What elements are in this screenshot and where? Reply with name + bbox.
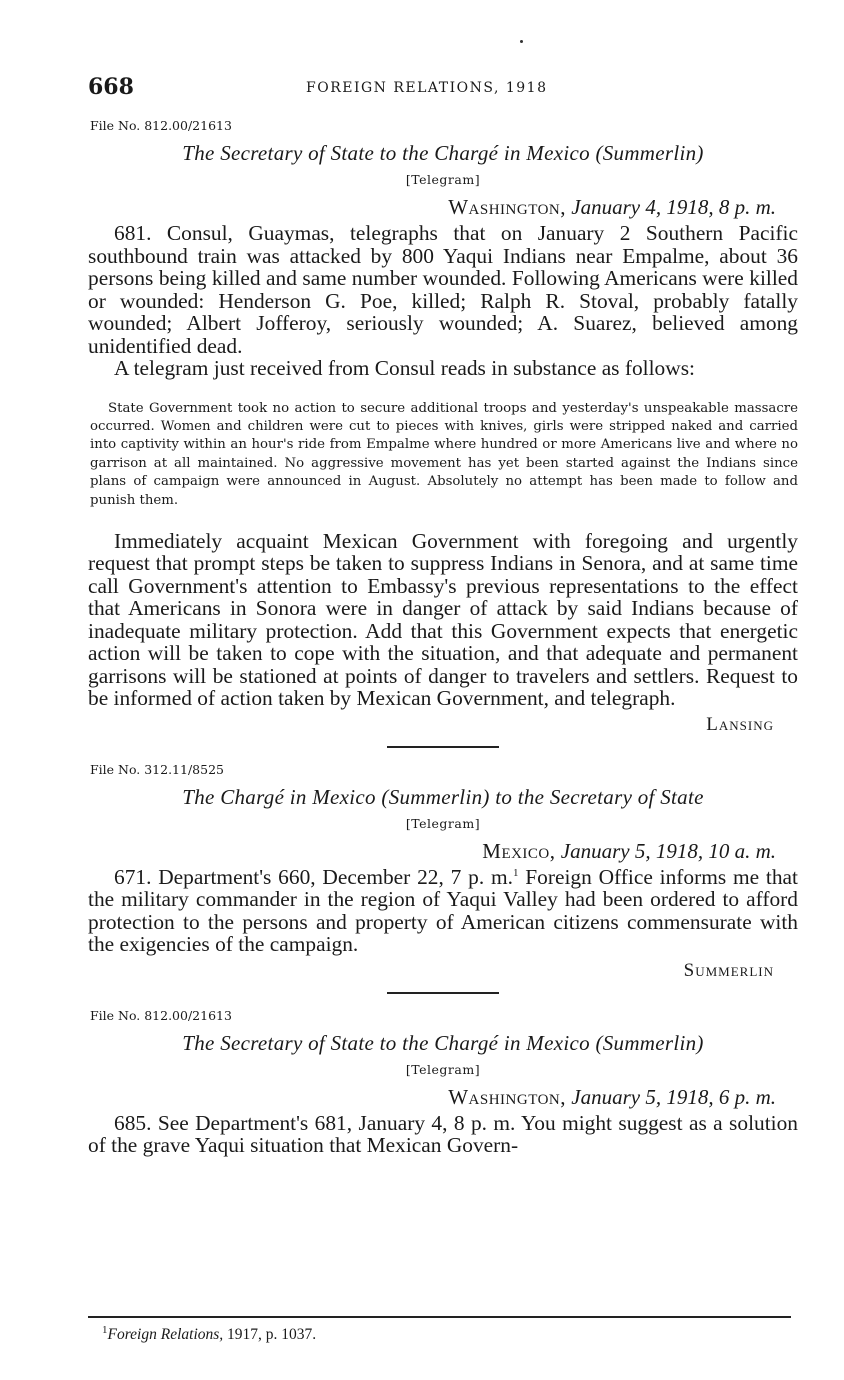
footnote-text: 1917, p. 1037. [223,1326,317,1343]
print-speck [520,40,523,43]
body-paragraph: 681. Consul, Guaymas, telegraphs that on January 2 Southern Pacific southbound train was attacked by 800 Yaqui Indians near Empalme, about 36 persons being killed and same number wounded. Following Americans were killed or wounded: Henderson G. Poe, killed; Ralph R. Stoval, probably fatally wounded; Albert Jofferoy, seriously wounded; A. Suarez, believed among unidentified dead. [88,221,798,358]
file-number: File No. 812.00/21613 [90,1007,232,1023]
running-head [88,74,798,108]
footnote-source: Foreign Relations, [107,1326,224,1343]
page-number: 668 [88,74,134,100]
paragraph-text: Foreign Office informs me that the military commander in the region of Yaqui Valley had been ordered to afford protection to the persons and property of American citizens commensurate with the exigencies of the campaign. [88,864,798,957]
signature: Summerlin [683,959,774,981]
dateline-place: Washington, [448,195,567,219]
running-title: FOREIGN RELATIONS, 1918 [306,80,548,96]
document-2 [88,762,798,982]
dateline-place: Washington, [448,1084,567,1109]
body-paragraph: Immediately acquaint Mexican Government with foregoing and urgently request that prompt steps be taken to suppress Indians in Senora, and at same time call Government's attention to Embassy's previous representations to the effect that Americans in Sonora were in danger of attack by said Indians because of inadequate military protection. Add that this Government expects that energetic action will be taken to cope with the situation, and that adequate and permanent garrisons will be stationed at points of danger to travelers and settlers. Request to be informed of action taken by Mexican Government, and telegraph. [88,528,798,711]
dateline [88,839,798,864]
file-number: File No. 312.11/8525 [90,761,224,777]
dateline [88,195,798,220]
document-type: [Telegram] [405,1061,481,1077]
document-title: The Chargé in Mexico (Summerlin) to the Secretary of State [182,784,704,809]
body-paragraph: A telegram just received from Consul reads in substance as follows: [114,356,695,380]
page-body [88,74,798,1157]
body-paragraph [88,866,798,956]
footnote-mark: 1 [102,1323,108,1336]
dateline-place: Mexico, [482,838,556,863]
document-type: [Telegram] [405,815,481,831]
document-3 [88,1008,798,1157]
file-number: File No. 812.00/21613 [90,118,232,133]
footnote-rule [88,1316,791,1318]
dateline-date: January 5, 1918, 10 a. m. [560,838,776,863]
quoted-telegram: State Government took no action to secure additional troops and yesterday's unspeakable massacre occurred. Women and children were cut to pieces with knives, girls were stripped naked and carried into captivity within an hour's ride from Empalme where hundred or more Americans live and where no garrison at all maintained. No aggressive movement has yet been started against the Indians since plans of campaign were announced in August. Absolutely no attempt has been made to follow and punish them. [90,400,798,508]
signature: Lansing [706,713,774,735]
section-divider [387,746,499,748]
dateline [88,1085,798,1110]
dateline-date: January 5, 1918, 6 p. m. [571,1084,776,1109]
document-title: The Secretary of State to the Chargé in Mexico (Summerlin) [182,141,704,165]
document-type: [Telegram] [405,172,481,187]
section-divider [387,992,499,994]
document-1 [88,118,798,736]
body-paragraph: 685. See Department's 681, January 4, 8 p. m. You might suggest as a solution of the grave Yaqui situation that Mexican Govern- [88,1110,798,1158]
footnote-reference[interactable]: 1 [512,866,519,879]
dateline-date: January 4, 1918, 8 p. m. [571,195,776,219]
footnote [102,1323,317,1344]
paragraph-text: 671. Department's 660, December 22, 7 p. m. [114,864,513,889]
document-title: The Secretary of State to the Chargé in Mexico (Summerlin) [182,1030,704,1055]
